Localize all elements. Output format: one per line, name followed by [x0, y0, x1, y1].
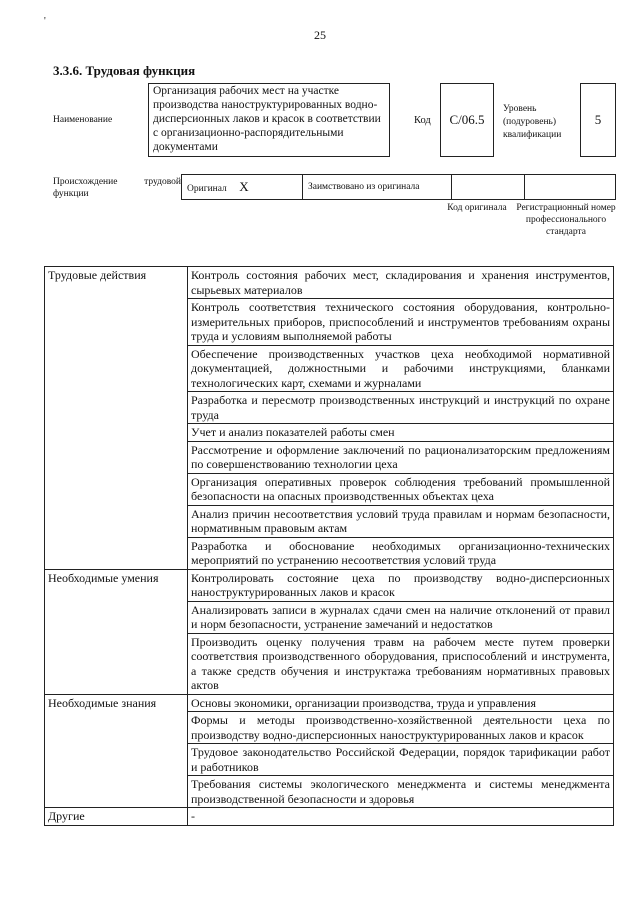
function-details-table: [44, 266, 614, 826]
labor-action-item: Разработка и пересмотр производственных инструкций и инструкций по охране труда: [188, 392, 614, 424]
other-row: [45, 808, 614, 826]
code-label: Код: [414, 115, 431, 126]
caption-reg: Регистрационный номер профессионального стандарта: [516, 203, 616, 237]
labor-action-item: Контроль состояния рабочих мест, складирования и хранения инструментов, сырьевых материалов: [188, 267, 614, 299]
other-label: Другие: [45, 808, 188, 826]
labor-action-label: Трудовые действия: [45, 267, 188, 570]
origin-mark: Х: [239, 179, 249, 194]
labor-action-item: Обеспечение производственных участков цеха необходимой нормативной документацией, должностными и рабочими инструкциями, бланками технологических карт, схемами и журналами: [188, 345, 614, 392]
required-skill-item: Контролировать состояние цеха по производству водно-дисперсионных наноструктурированных лаков и красок: [188, 569, 614, 601]
labor-action-item: Контроль соответствия технического состояния оборудования, контрольно-измерительных приборов, приспособлений и инструментов требованиям охраны труда и условиям выполняемой работы: [188, 299, 614, 346]
origin-table: [181, 174, 616, 200]
page-number: 25: [314, 28, 326, 42]
origin-reg-cell: [525, 175, 616, 200]
function-name-box: Организация рабочих мест на участке производства наноструктурированных водно-дисперсионных лаков и красок в соответствии с организационно-распорядительными документами: [148, 83, 390, 157]
labor-action-item: Рассмотрение и оформление заключений по рационализаторским предложениям по совершенствованию технологии цеха: [188, 441, 614, 473]
required-knowledge-item: Формы и методы производственно-хозяйственной деятельности цеха по производству водно-дисперсионных наноструктурированных лаков и красок: [188, 712, 614, 744]
origin-option1-label: Оригинал: [187, 184, 227, 194]
caption-code: Код оригинала: [447, 203, 507, 213]
origin-code-cell: [452, 175, 525, 200]
labor-action-item: Учет и анализ показателей работы смен: [188, 424, 614, 442]
corner-mark: ': [44, 16, 46, 27]
required-knowledge-item: Трудовое законодательство Российской Федерации, порядок тарификации работ и работников: [188, 744, 614, 776]
origin-label: Происхождение трудовой функции: [53, 177, 181, 199]
labor-action-item: Разработка и обоснование необходимых организационно-технических мероприятий по устранению несоответствия условий труда: [188, 537, 614, 569]
labor-action-row: [45, 267, 614, 299]
required-skill-item: Анализировать записи в журналах сдачи смен на наличие отклонений от правил и норм безопасности, устранение замечаний и недостатков: [188, 601, 614, 633]
level-value-box: 5: [580, 83, 616, 157]
origin-option-original: [182, 175, 303, 200]
required-knowledge-label: Необходимые знания: [45, 694, 188, 808]
section-title: 3.3.6. Трудовая функция: [53, 63, 196, 78]
required-skill-label: Необходимые умения: [45, 569, 188, 694]
required-knowledge-item: Основы экономики, организации производства, труда и управления: [188, 694, 614, 712]
required-knowledge-item: Требования системы экологического менеджмента и системы менеджмента производственной безопасности и здоровья: [188, 776, 614, 808]
required-skill-row: [45, 569, 614, 601]
level-label-text: Уровень (подуровень) квалификации: [503, 104, 562, 140]
origin-option-borrowed: Заимствовано из оригинала: [303, 175, 452, 200]
required-knowledge-row: [45, 694, 614, 712]
required-skill-item: Производить оценку получения травм на рабочем месте путем проверки соответствия производственного оборудования, приспособлений и инструмента, а также средств обучения и инструктажа требованиям нормативных правовых актов: [188, 633, 614, 694]
labor-action-item: Организация оперативных проверок соблюдения требований промышленной безопасности на опасных производственных объектах цеха: [188, 473, 614, 505]
other-value: -: [188, 808, 614, 826]
code-value-box: С/06.5: [440, 83, 494, 157]
level-label: [503, 103, 573, 142]
name-label: Наименование: [53, 115, 113, 125]
labor-action-item: Анализ причин несоответствия условий труда правилам и нормам безопасности, нормативным правовым актам: [188, 505, 614, 537]
